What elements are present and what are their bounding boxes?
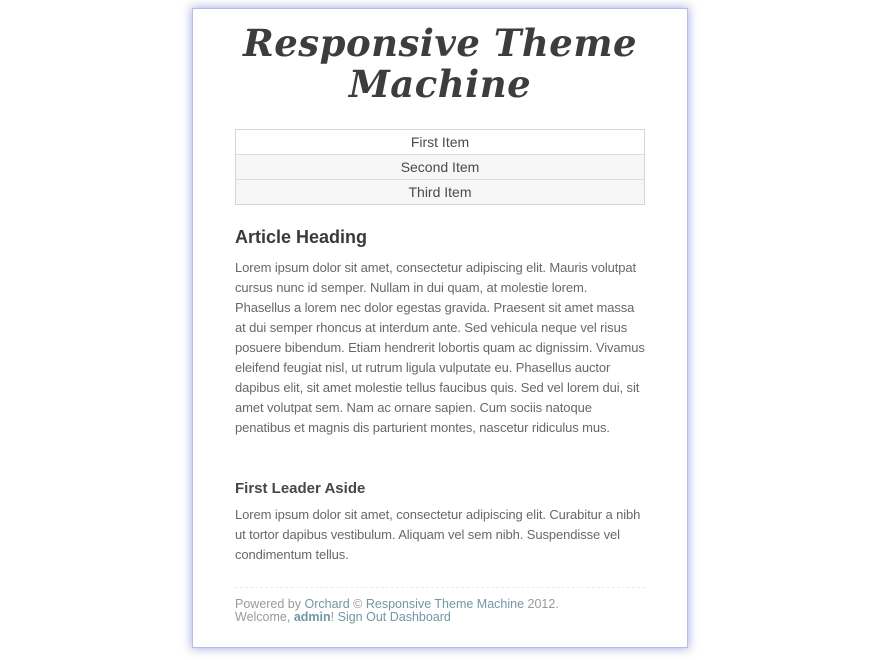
menu-item-second-link[interactable]: Second Item	[400, 159, 480, 175]
site-title-link[interactable]: Responsive Theme Machine	[242, 21, 638, 106]
username-link[interactable]: admin	[293, 610, 331, 624]
menu-item-first-link[interactable]: First Item	[410, 134, 470, 150]
menu-item-third[interactable]	[236, 179, 644, 204]
main-menu	[235, 129, 645, 205]
site-header	[235, 23, 645, 105]
menu-item-first[interactable]	[236, 130, 644, 154]
article-body: Lorem ipsum dolor sit amet, consectetur adipiscing elit. Mauris volutpat cursus nunc id semper. Nullam in dui quam, at molestie lorem. Phasellus a lorem nec dolor egestas gravida. Praesent sit amet massa at dui semper rhoncus at interdum ante. Sed vehicula neque vel risus posuere bibendum. Etiam hendrerit lobortis quam ac dignissim. Vivamus eleifend feugiat nisl, ut rutrum ligula vulputate eu. Phasellus auctor dapibus elit, sit amet molestie tellus faucibus quis. Sed vel lorem dui, sit amet volutpat sem. Nam ac ornare sapien. Cum sociis natoque penatibus et magnis dis parturient montes, nascetur ridiculus mus.	[235, 260, 645, 435]
orchard-link[interactable]: Orchard	[304, 597, 350, 611]
page-container	[192, 8, 688, 648]
site-footer	[235, 587, 645, 624]
welcome-text: Welcome,	[235, 610, 291, 624]
copyright-year: 2012.	[527, 597, 559, 611]
article	[235, 227, 645, 438]
menu-list	[235, 129, 645, 205]
aside-body: Lorem ipsum dolor sit amet, consectetur adipiscing elit. Curabitur a nibh ut tortor dapibus vestibulum. Aliquam vel sem nibh. Suspendisse vel condimentum tellus.	[235, 507, 641, 562]
menu-item-second[interactable]	[236, 154, 644, 179]
footer-user-line	[235, 611, 645, 624]
exclamation-text: !	[330, 610, 335, 624]
menu-item-third-link[interactable]: Third Item	[408, 184, 472, 200]
dashboard-link[interactable]: Dashboard	[389, 610, 451, 624]
powered-by-text: Powered by	[235, 597, 302, 611]
copyright-symbol: ©	[353, 597, 363, 611]
article-heading: Article Heading	[235, 227, 368, 247]
aside-heading: First Leader Aside	[235, 480, 366, 497]
theme-link[interactable]: Responsive Theme Machine	[365, 597, 525, 611]
aside-first-leader	[235, 480, 645, 565]
sign-out-link[interactable]: Sign Out	[337, 610, 387, 624]
